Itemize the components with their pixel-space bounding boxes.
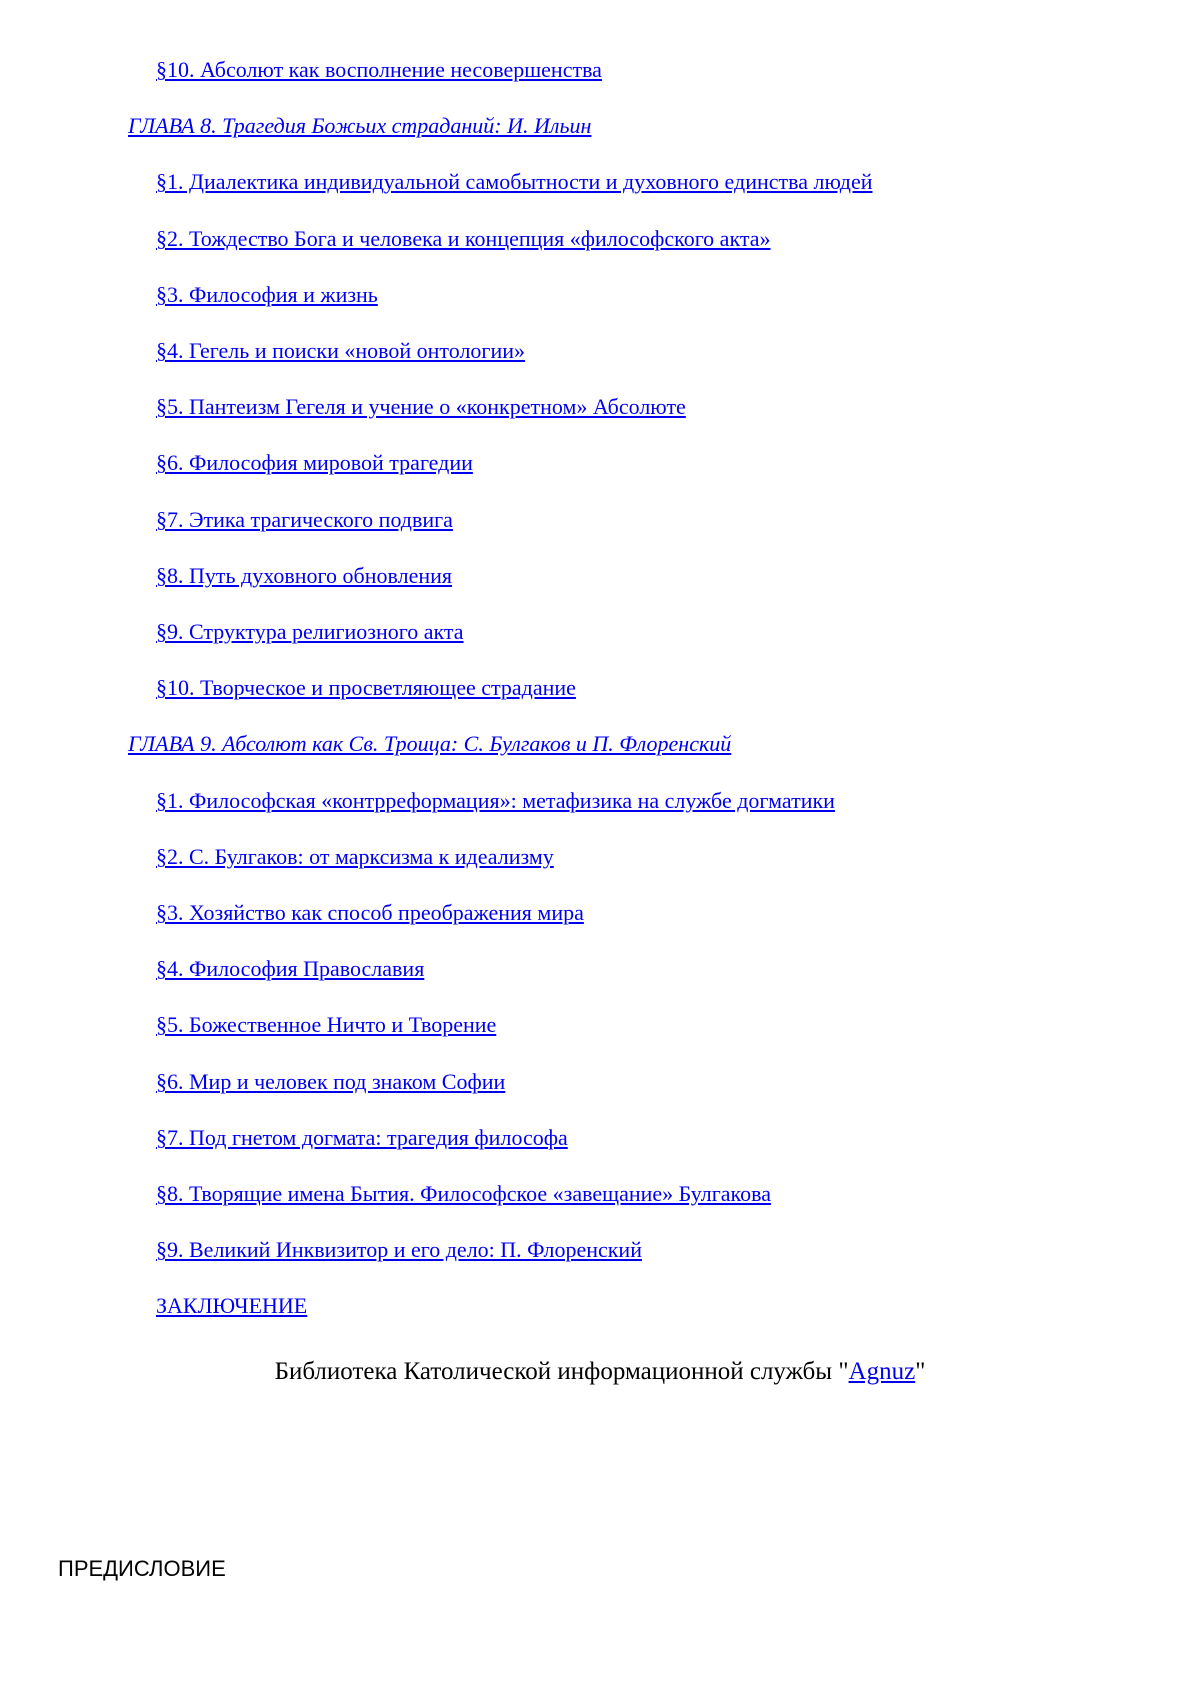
library-credit-suffix: " (915, 1358, 926, 1385)
toc-section-link[interactable]: §7. Этика трагического подвига (156, 507, 453, 532)
toc-section-link[interactable]: §9. Великий Инквизитор и его дело: П. Флоренский (156, 1237, 642, 1262)
toc-section-link[interactable]: §9. Структура религиозного акта (156, 619, 464, 644)
toc-section-link[interactable]: §8. Путь духовного обновления (156, 563, 453, 588)
toc-section-link[interactable]: §10. Абсолют как восполнение несовершенства (156, 57, 602, 82)
toc-section-link[interactable]: §1. Диалектика индивидуальной самобытности и духовного единства людей (156, 169, 873, 194)
toc-section-link[interactable]: §4. Философия Православия (156, 956, 425, 981)
preface-heading: ПРЕДИСЛОВИЕ (58, 1556, 226, 1581)
toc-section-link[interactable]: §2. Тождество Бога и человека и концепция «философского акта» (156, 226, 771, 251)
toc-section-link[interactable]: §10. Творческое и просветляющее страдание (156, 675, 576, 700)
toc-section-link[interactable]: §3. Хозяйство как способ преображения мира (156, 900, 584, 925)
toc-chapter-link[interactable]: ГЛАВА 9. Абсолют как Св. Троица: С. Булгаков и П. Флоренский (128, 731, 732, 756)
toc-section-link[interactable]: §4. Гегель и поиски «новой онтологии» (156, 338, 526, 363)
toc-section-link[interactable]: §8. Творящие имена Бытия. Философское «завещание» Булгакова (156, 1181, 771, 1206)
toc-section-link[interactable]: §7. Под гнетом догмата: трагедия философа (156, 1125, 568, 1150)
toc-chapter-link[interactable]: ГЛАВА 8. Трагедия Божьих страданий: И. Ильин (128, 113, 592, 138)
toc-section-link[interactable]: ЗАКЛЮЧЕНИЕ (156, 1293, 308, 1318)
library-credit (0, 1357, 1200, 1387)
toc-section-link[interactable]: §6. Мир и человек под знаком Софии (156, 1069, 506, 1094)
toc-section-link[interactable]: §1. Философская «контрреформация»: метафизика на службе догматики (156, 788, 835, 813)
library-credit-prefix: Библиотека Католической информационной службы " (274, 1358, 849, 1385)
toc-section-link[interactable]: §5. Пантеизм Гегеля и учение о «конкретном» Абсолюте (156, 394, 686, 419)
toc-section-link[interactable]: §6. Философия мировой трагедии (156, 450, 473, 475)
agnuz-link[interactable]: Agnuz (848, 1358, 916, 1385)
toc-section-link[interactable]: §3. Философия и жизнь (156, 282, 378, 307)
toc-section-link[interactable]: §5. Божественное Ничто и Творение (156, 1012, 497, 1037)
toc-section-link[interactable]: §2. С. Булгаков: от марксизма к идеализму (156, 844, 554, 869)
